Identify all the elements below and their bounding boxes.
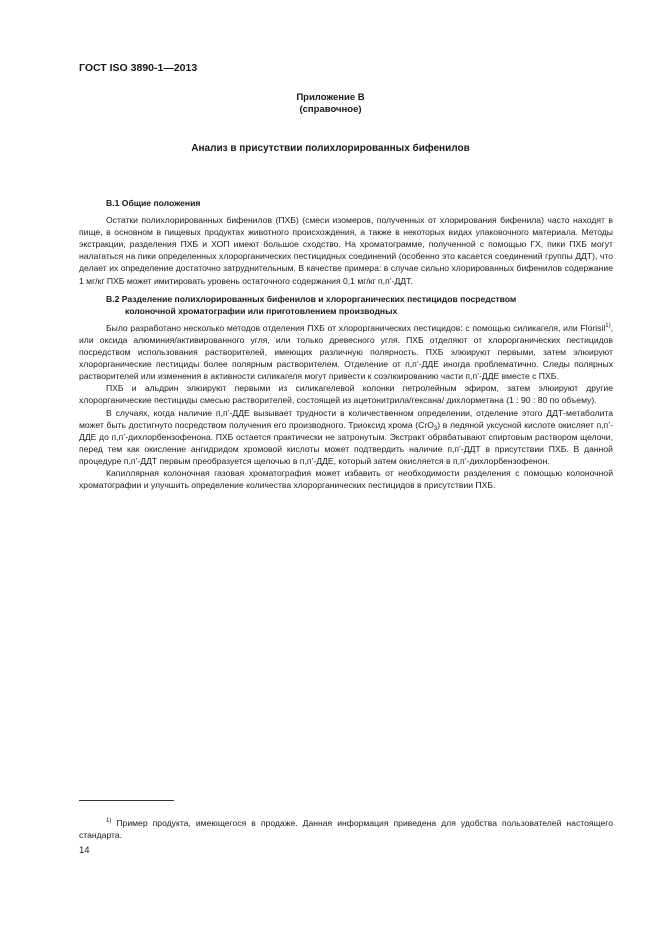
formula-subscript: 3 xyxy=(433,425,438,432)
document-header-code: ГОСТ ISO 3890-1—2013 xyxy=(79,62,198,74)
section-b2-paragraph-3: В случаях, когда наличие п,п’-ДДЕ вызывает трудности в количественном определении, отделение этого ДДТ-метаболита может быть достигнуто посредством получения его производного. Триоксид хрома (CrO$_3$) в ледяной уксусной кислоте окисляет п,п’-ДДЕ до п,п’-дихлорбензофенона. ПХБ остается практически не затронутым. Экстракт обрабатывают спиртовым раствором щелочи, перед тем как окисление ангидридом хромовой кислоты может подтвердить наличие п,п’-ДДТ в присутствии ПХБ. В данной процедуре п,п’-ДДТ первым преобразуется щелочью в п,п’-ДДЕ, который затем окисляется в п,п’-дихлорбензофенон. xyxy=(79,407,613,466)
section-b2-heading-line2: колоночной хроматографии или приготовлением производных xyxy=(125,305,398,316)
section-b2-heading-line1: В.2 Разделение полихлорированных бифенилов и хлорорганических пестицидов посредством xyxy=(106,293,517,304)
footnote-ref: 1) xyxy=(605,322,611,329)
page-number: 14 xyxy=(79,845,90,856)
section-b2-paragraph-4: Капиллярная колоночная газовая хроматография может избавить от необходимости разделения с помощью колоночной хроматографии и улучшить определение количества хлорорганических пестицидов в присутствии ПХБ. xyxy=(79,467,613,491)
annex-subtitle: (справочное) xyxy=(299,104,362,115)
section-b2-paragraph-2: ПХБ и альдрин элюируют первыми из силикагелевой колонки петролейным эфиром, затем элюируют другие хлорорганические пестициды смесью растворителей, состоящей из ацетонитрила/гексана/ дихлорметана (1 : 90 : 80 по объему). xyxy=(79,383,613,406)
section-b1-paragraph: Остатки полихлорированных бифенилов (ПХБ) (смеси изомеров, полученных от хлорирования бифенила) часто находят в пище, в основном в пищевых продуктах животного происхождения, а также в некоторых видах упаковочного материала. Методы экстракции, разделения ПХБ и ХОП имеют большое сходство. На хроматограмме, полученной с помощью ГХ, пики ПХБ могут налагаться на пики определенных хлорорганических пестицидных соединений (особенно это касается соединений группы ДДТ), что делает их определение достаточно затруднительным. В качестве примера: в случае сильно хлорированных бифенилов содержание 1 мг/кг ПХБ может имитировать уровень остаточного содержания 0,1 мг/кг п,п’-ДДТ. xyxy=(79,215,613,286)
annex-title: Приложение В xyxy=(296,92,365,103)
footnote xyxy=(79,817,613,841)
section-b2-paragraph-1: Было разработано несколько методов отделения ПХБ от хлорорганических пестицидов: с помощью силикагеля, или Florisil$^{1)}$, или оксида алюминия/активированного угля, или только древесного угля. ПХБ отделяют от хлорорганических пестицидов посредством использования растворителей, имеющих различную полярность. ПХБ элюируют первыми, затем элюируют хлорорганические пестициды более полярным растворителем. Отделение от п,п’-ДДЕ иногда проблематично. Следы полярных растворителей или изменения в активности силикагеля могут привести к соэлюированию части п,п’-ДДЕ вместе с ПХБ. xyxy=(79,322,613,382)
main-title: Анализ в присутствии полихлорированных бифенилов xyxy=(191,143,470,154)
footnote-mark: 1) xyxy=(106,818,112,824)
footnote-divider xyxy=(79,800,174,801)
section-b2-heading xyxy=(79,293,613,317)
section-b1-heading: В.1 Общие положения xyxy=(106,198,201,208)
footnote-text: Пример продукта, имеющегося в продаже. Данная информация приведена для удобства пользователей настоящего стандарта. xyxy=(79,818,613,840)
body-text xyxy=(79,197,613,491)
